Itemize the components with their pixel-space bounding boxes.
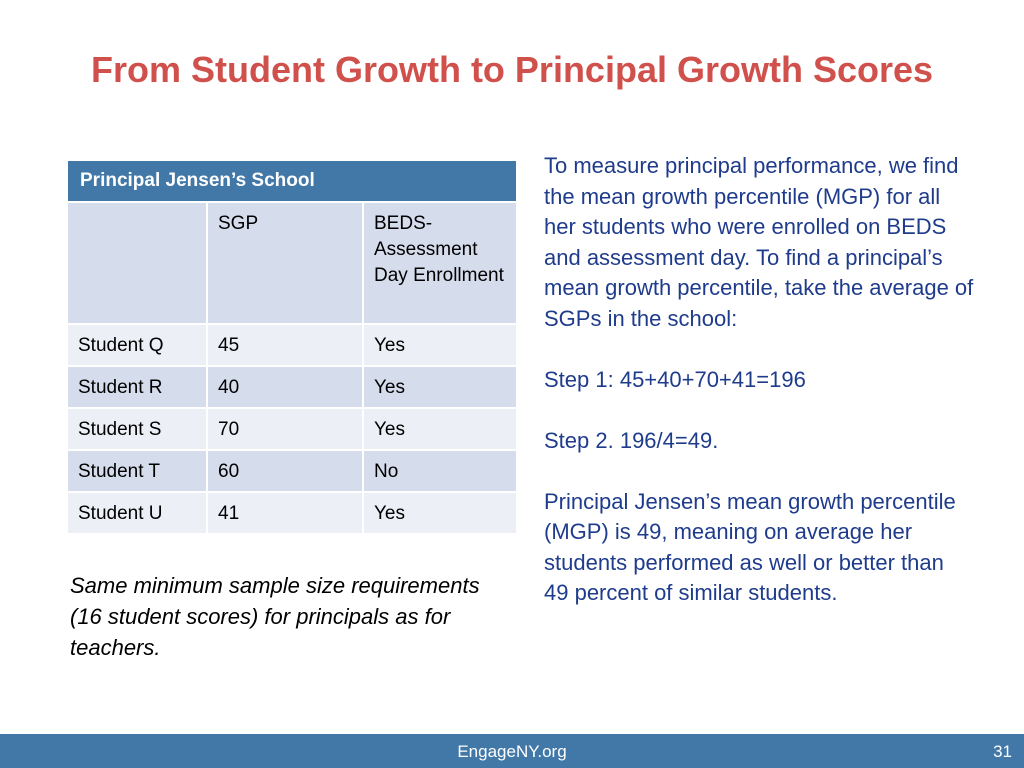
table-row <box>68 408 516 450</box>
student-name-cell: Student Q <box>68 324 207 366</box>
table-header-enrollment: BEDS-Assessment Day Enrollment <box>363 202 516 324</box>
footer-bar <box>0 734 1024 768</box>
table-header-sgp: SGP <box>207 202 363 324</box>
explanation-conclusion: Principal Jensen’s mean growth percentile (MGP) is 49, meaning on average her students performed as well or better than 49 percent of similar students. <box>544 488 956 605</box>
student-name-cell: Student U <box>68 492 207 534</box>
enrollment-cell: Yes <box>363 492 516 534</box>
explanation-text <box>544 151 974 639</box>
table-caption: Principal Jensen’s School <box>68 161 516 202</box>
table-row <box>68 492 516 534</box>
enrollment-cell: Yes <box>363 324 516 366</box>
sgp-cell: 45 <box>207 324 363 366</box>
sgp-cell: 41 <box>207 492 363 534</box>
enrollment-cell: Yes <box>363 408 516 450</box>
table-row <box>68 324 516 366</box>
sgp-cell: 40 <box>207 366 363 408</box>
enrollment-cell: No <box>363 450 516 492</box>
table-row <box>68 366 516 408</box>
slide-title: From Student Growth to Principal Growth Scores <box>90 49 934 90</box>
explanation-step1: Step 1: 45+40+70+41=196 <box>544 366 806 392</box>
school-table <box>68 161 516 535</box>
student-name-cell: Student R <box>68 366 207 408</box>
table-header-cell <box>68 202 207 324</box>
student-name-cell: Student T <box>68 450 207 492</box>
explanation-intro: To measure principal performance, we find the mean growth percentile (MGP) for all her students who were enrolled on BEDS and assessment day. To find a principal’s mean growth percentile, take the average of SGPs in the school: <box>544 153 974 331</box>
explanation-step2: Step 2. 196/4=49. <box>544 427 719 453</box>
table-row <box>68 450 516 492</box>
student-name-cell: Student S <box>68 408 207 450</box>
sgp-cell: 70 <box>207 408 363 450</box>
sample-size-note: Same minimum sample size requirements (16 student scores) for principals as for teachers. <box>70 573 480 660</box>
footer-site: EngageNY.org <box>457 742 567 761</box>
enrollment-cell: Yes <box>363 366 516 408</box>
sgp-cell: 60 <box>207 450 363 492</box>
table-header-row <box>68 202 516 324</box>
page-number: 31 <box>993 742 1012 761</box>
